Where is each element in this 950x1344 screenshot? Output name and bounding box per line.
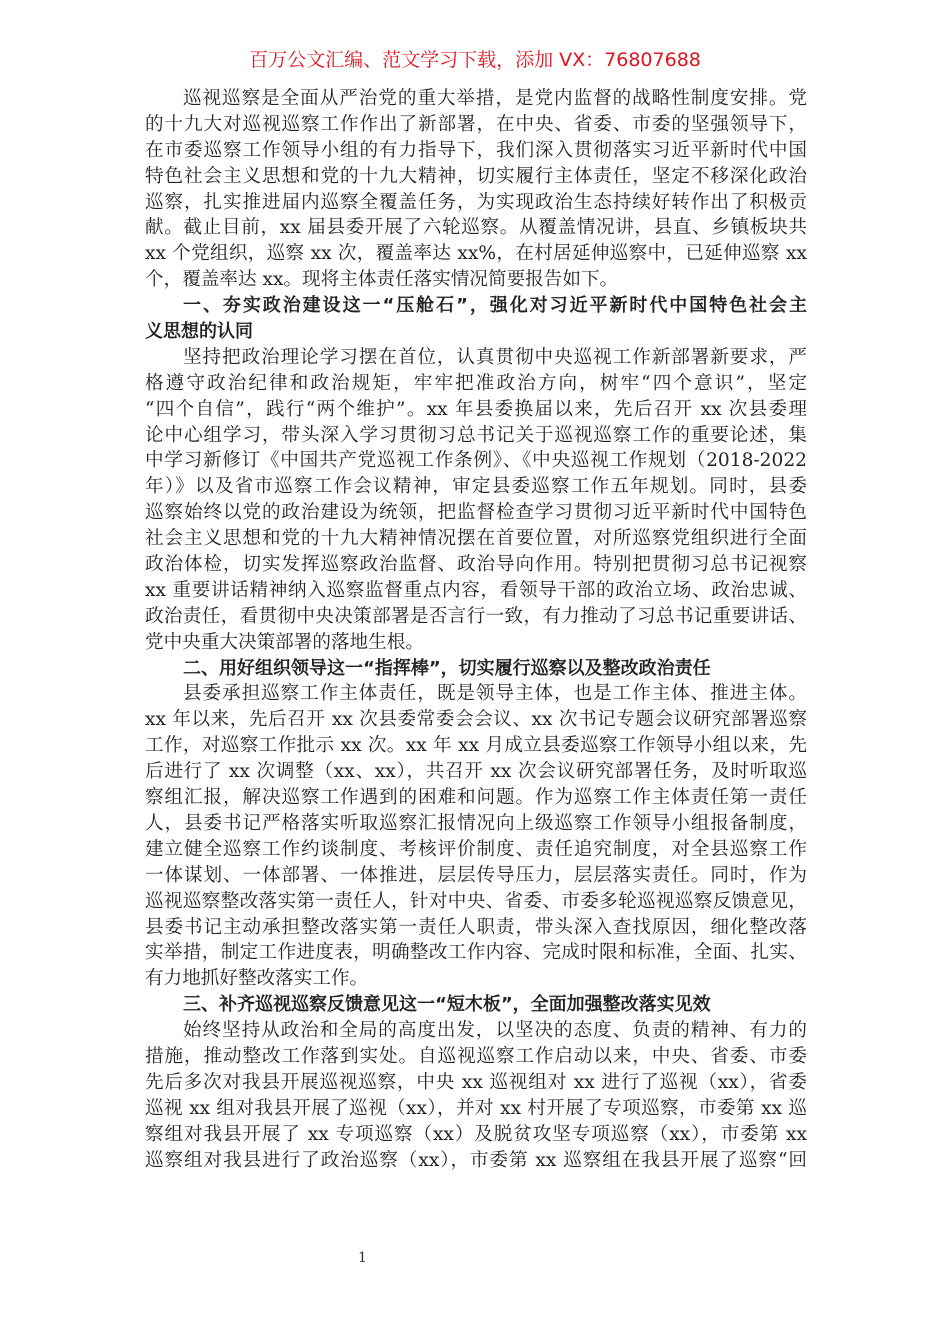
text-line: 巡视巡察整改落实第一责任人，针对中央、省委、市委多轮巡视巡察反馈意见， [145,890,807,912]
text-line: 巡视巡察是全面从严治党的重大举措，是党内监督的战略性制度安排。党 [183,88,807,109]
document-body [145,86,807,1173]
text-line: 有力地抓好整改落实工作。 [145,968,369,990]
text-line: 党中央重大决策部署的落地生根。 [145,631,424,653]
text-line: 义思想的认同 [145,321,253,343]
text-line: 察组汇报，解决巡察工作遇到的困难和问题。作为巡察工作主体责任第一责任 [145,787,807,809]
text-line: 巡察始终以党的政治建设为统领，把监督检查学习贯彻习近平新时代中国特色 [145,502,807,524]
text-line: 二、用好组织领导这一“指挥棒”，切实履行巡察以及整改政治责任 [183,657,711,679]
text-line: “四个自信”，践行“两个维护”。xx 年县委换届以来，先后召开 xx 次县委理 [145,398,807,420]
text-line: 始终坚持从政治和全局的高度出发，以坚决的态度、负责的精神、有力的 [183,1020,807,1042]
text-line: 年）》以及省市巡察工作会议精神，审定县委巡察工作五年规划。同时，县委 [145,476,807,498]
body-paragraph [145,1018,807,1173]
text-line: 县委书记主动承担整改落实第一责任人职责，带头深入查找原因，细化整改落 [145,916,807,938]
text-line: 特色社会主义思想和党的十九大精神，切实履行主体责任，坚定不移深化政治 [145,165,807,187]
watermark-banner: 百万公文汇编、范文学习下载，添加 VX：76807688 [249,49,701,71]
text-line: xx 重要讲话精神纳入巡察监督重点内容，看领导干部的政治立场、政治忠诚、 [145,579,807,601]
section-heading [145,293,807,345]
text-line: 措施，推动整改工作落到实处。自巡视巡察工作启动以来，中央、省委、市委 [145,1045,807,1067]
text-line: 中学习新修订《中国共产党巡视工作条例》、《中央巡视工作规划（2018-2022 [145,450,807,472]
text-line: 格遵守政治纪律和政治规矩，牢牢把准政治方向，树牢“四个意识”，坚定 [145,372,807,394]
page-number: 1 [358,1250,367,1266]
text-line: 先后多次对我县开展巡视巡察，中央 xx 巡视组对 xx 进行了巡视（xx），省委 [145,1071,807,1093]
text-line: 人，县委书记严格落实听取巡察汇报情况向上级巡察工作领导小组报备制度， [145,812,807,834]
text-line: 三、补齐巡视巡察反馈意见这一“短木板”，全面加强整改落实见效 [183,994,711,1016]
text-line: 政治体检，切实发挥巡察政治监督、政治导向作用。特别把贯彻习总书记视察 [145,554,807,576]
text-line: 一体谋划、一体部署、一体推进，层层传导压力，层层落实责任。同时，作为 [145,864,807,886]
text-line: 察组对我县开展了 xx 专项巡察（xx）及脱贫攻坚专项巡察（xx），市委第 xx [145,1123,807,1145]
text-line: xx 个党组织，巡察 xx 次，覆盖率达 xx%，在村居延伸巡察中，已延伸巡察 xx [145,243,807,265]
text-line: 在市委巡察工作领导小组的有力指导下，我们深入贯彻落实习近平新时代中国 [145,139,807,161]
text-line: 巡察组对我县进行了政治巡察（xx），市委第 xx 巡察组在我县开展了巡察“回 [145,1149,807,1171]
text-line: 的十九大对巡视巡察工作作出了新部署，在中央、省委、市委的坚强领导下， [145,113,807,135]
text-line: 后进行了 xx 次调整（xx、xx），共召开 xx 次会议研究部署任务，及时听取巡 [145,761,807,783]
text-line: 实举措，制定工作进度表，明确整改工作内容、完成时限和标准，全面、扎实、 [145,942,807,964]
body-paragraph [145,681,807,992]
text-line: 社会主义思想和党的十九大精神情况摆在首要位置，对所巡察党组织进行全面 [145,528,807,550]
text-line: 个，覆盖率达 xx。现将主体责任落实情况简要报告如下。 [145,269,619,291]
body-paragraph [145,345,807,656]
text-line: 政治责任，看贯彻中央决策部署是否言行一致，有力推动了习总书记重要讲话、 [145,605,807,627]
section-heading [145,992,807,1018]
body-paragraph [145,86,807,293]
text-line: 献。截止目前，xx 届县委开展了六轮巡察。从覆盖情况讲，县直、乡镇板块共 [145,217,807,239]
text-line: 坚持把政治理论学习摆在首位，认真贯彻中央巡视工作新部署新要求，严 [183,346,807,368]
text-line: 巡察，扎实推进届内巡察全覆盖任务，为实现政治生态持续好转作出了积极贡 [145,191,807,213]
text-line: 巡视 xx 组对我县开展了巡视（xx），并对 xx 村开展了专项巡察，市委第 xx 巡 [145,1097,807,1119]
text-line: xx 年以来，先后召开 xx 次县委常委会会议、xx 次书记专题会议研究部署巡察 [145,709,807,731]
text-line: 工作，对巡察工作批示 xx 次。xx 年 xx 月成立县委巡察工作领导小组以来，先 [145,735,807,757]
section-heading [145,656,807,682]
text-line: 县委承担巡察工作主体责任，既是领导主体，也是工作主体、推进主体。 [183,683,807,705]
text-line: 一、夯实政治建设这一“压舱石”，强化对习近平新时代中国特色社会主 [183,295,807,317]
text-line: 论中心组学习，带头深入学习贯彻习总书记关于巡视巡察工作的重要论述，集 [145,424,807,446]
text-line: 建立健全巡察工作约谈制度、考核评价制度、责任追究制度，对全县巡察工作 [145,838,807,860]
